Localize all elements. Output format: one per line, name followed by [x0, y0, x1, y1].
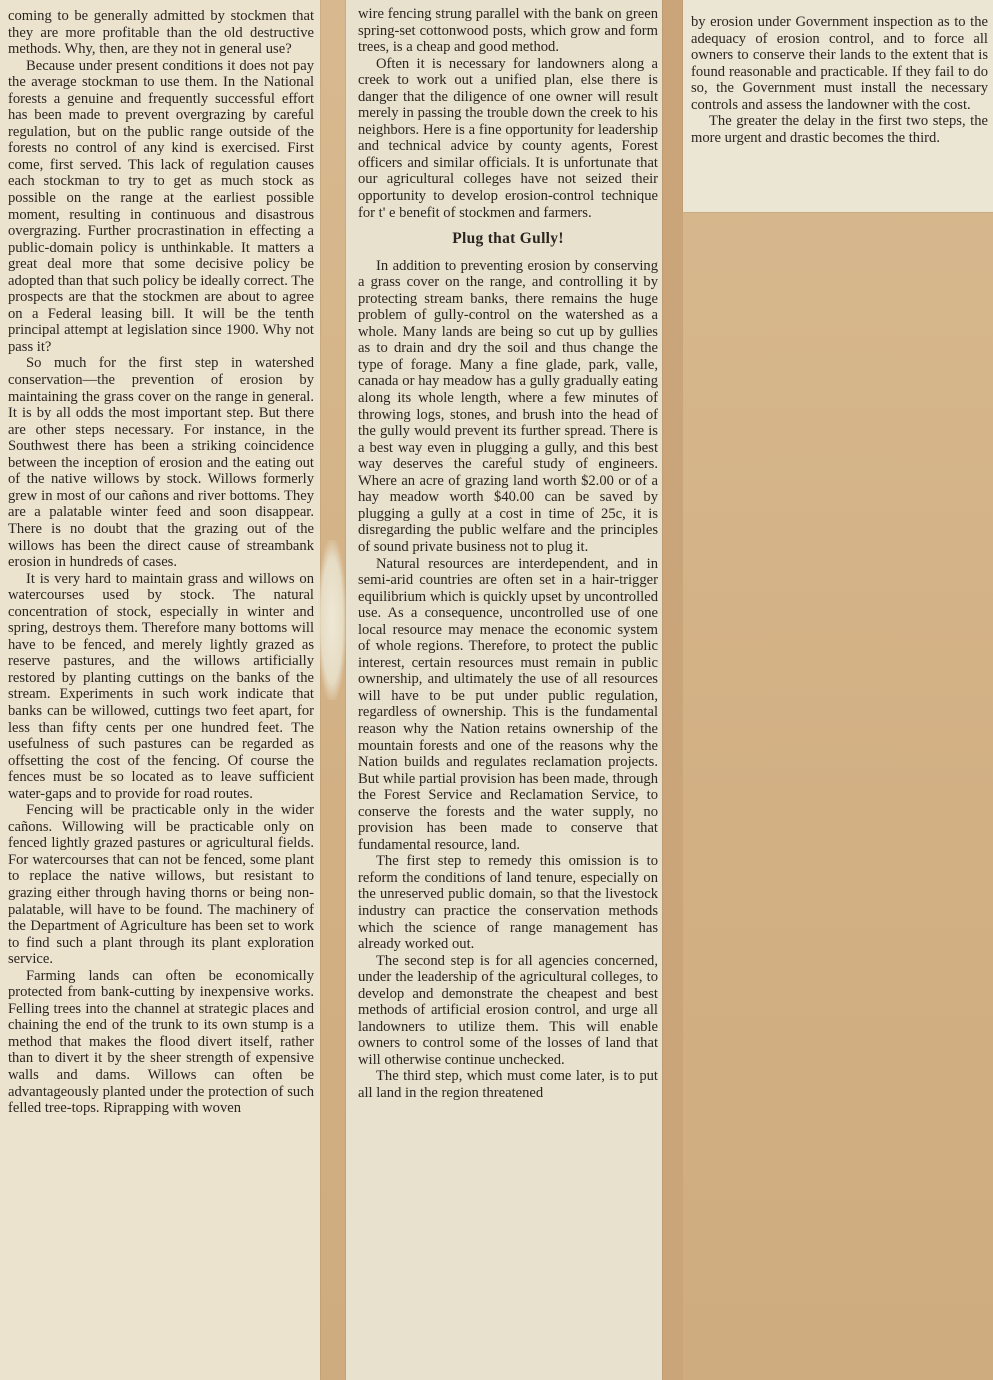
clipping-column-3 [683, 0, 993, 212]
paragraph: The third step, which must come later, is to put all land in the region threatened [358, 1068, 658, 1101]
paragraph: The first step to remedy this omission is to reform the conditions of land tenure, especially on the unreserved public domain, so that the livestock industry can practice the conservation methods which the science of range management has already worked out. [358, 853, 658, 953]
paragraph: The greater the delay in the first two steps, the more urgent and drastic becomes the third. [691, 113, 988, 146]
paragraph: Farming lands can often be economically protected from bank-cutting by inexpensive works. Felling trees into the channel at strategic places and chaining the end of the trunk to its own stump is a method that makes the flood divert itself, rather than to divert it by the sheer strength of expensive walls and dams. Willows can often be advantageously planted under the protection of such felled tree-tops. Riprapping with woven [8, 967, 314, 1117]
clipping-column-1 [0, 0, 320, 1380]
paper-tear [318, 540, 346, 700]
paragraph: wire fencing strung parallel with the bank on green spring-set cottonwood posts, which grow and form trees, is a cheap and good method. [358, 6, 658, 56]
paragraph: Natural resources are interdependent, and in semi-arid countries are often set in a hair-trigger equilibrium which is quickly upset by uncontrolled use. As a consequence, uncontrolled use of one local resource may menace the economic system of whole regions. Therefore, to protect the public interest, certain resources must remain in public ownership, and ultimately the use of all resources will have to be put under public regulation, regardless of ownership. This is the fundamental reason why the Nation retains ownership of the mountain forests and one of the reasons why the Nation builds and regulates reclamation projects. But while partial provision has been made, through the Forest Service and Reclamation Service, to conserve the forests and the water supply, no provision has been made to conserve that fundamental resource, land. [358, 555, 658, 853]
paragraph: Because under present conditions it does not pay the average stockman to use them. In the National forests a genuine and frequently successful effort has been made to prevent overgrazing by careful regulation, but on the public range outside of the forests no control of any kind is exercised. First come, first served. This lack of regulation causes each stockman to try to get as much stock as possible on the range at the earliest possible moment, resulting in continuous and disastrous overgrazing. Further procrastination in effecting a public-domain policy is unthinkable. It matters a great deal more that some decisive policy be adopted than that such policy be ideally correct. The prospects are that the stockmen are about to agree on a Federal leasing bill. It will be the tenth principal attempt at legislation since 1900. Why not pass it? [8, 57, 314, 355]
paragraph: The second step is for all agencies concerned, under the leadership of the agricultural colleges, to develop and demonstrate the cheapest and best methods of artificial erosion control, and urge all landowners to utilize them. This will enable owners to control some of the losses of land that will otherwise continue unchecked. [358, 952, 658, 1068]
paragraph: coming to be generally admitted by stockmen that they are more profitable than the old destructive methods. Why, then, are they not in general use? [8, 8, 314, 58]
paragraph: It is very hard to maintain grass and willows on watercourses used by stock. The natural concentration of stock, especially in winter and spring, destroys them. Therefore many bottoms will have to be fenced, and merely lightly grazed as reserve pastures, and the willows artificially restored by planting cuttings on the banks of the stream. Experiments in such work indicate that banks can be willowed, cuttings two feet apart, for less than fifty cents per one hundred feet. The usefulness of such pastures can be regarded as offsetting the cost of the fencing. Of course the fences must be so located as to leave sufficient water-gaps and to provide for road routes. [8, 570, 314, 802]
paragraph: Fencing will be practicable only in the wider cañons. Willowing will be practicable only on fenced lightly grazed pastures or agricultural fields. For watercourses that can not be fenced, some plant to replace the native willows, but resistant to grazing either through having thorns or being non-palatable, will have to be found. The machinery of the Department of Agriculture has been set to work to find such a plant through its plant exploration service. [8, 802, 314, 968]
paragraph: In addition to preventing erosion by conserving a grass cover on the range, and controlling it by protecting stream banks, there remains the huge problem of gully-control on the watershed as a whole. Many lands are being so cut up by gullies as to drain and dry the soil and thus change the type of forage. Many a fine glade, park, valle, canada or hay meadow has a gully gradually eating along its whole length, where a few minutes of throwing logs, stones, and brush into the head of the gully would prevent its further spread. There is a best way even in plugging a gully, and this best way deserves the careful study of engineers. Where an acre of grazing land worth $2.00 or of a hay meadow worth $40.00 can be saved by plugging a gully at a cost in time of 25c, it is disregarding the public welfare and the principles of sound private business not to plug it. [358, 257, 658, 555]
section-heading: Plug that Gully! [452, 230, 564, 248]
clipping-column-2 [346, 0, 662, 1380]
paragraph: Often it is necessary for landowners along a creek to work out a unified plan, else there is danger that the diligence of one owner will result merely in passing the trouble down the creek to his neighbors. Here is a fine opportunity for leadership and technical advice by county agents, Forest officers and similar officials. It is unfortunate that our agricultural colleges have not seized their opportunity to develop erosion-control technique for t' e benefit of stockmen and farmers. [358, 55, 658, 221]
page-fold-shadow [662, 0, 683, 1380]
paragraph: So much for the first step in watershed conservation—the prevention of erosion by maintaining the grass cover on the range in general. It is by all odds the most important step. But there are other steps necessary. For instance, in the Southwest there has been a striking coincidence between the inception of erosion and the eating out of the native willows by stock. Willows formerly grew in most of our cañons and river bottoms. They are a palatable winter feed and soon disappear. There is no doubt that the grazing out of the willows has been the direct cause of streambank erosion in hundreds of cases. [8, 355, 314, 571]
paragraph: by erosion under Government inspection as to the adequacy of erosion control, and to force all owners to conserve their lands to the extent that is found reasonable and practicable. If they fail to do so, the Government must install the necessary controls and assess the landowner with the cost. [691, 14, 988, 113]
